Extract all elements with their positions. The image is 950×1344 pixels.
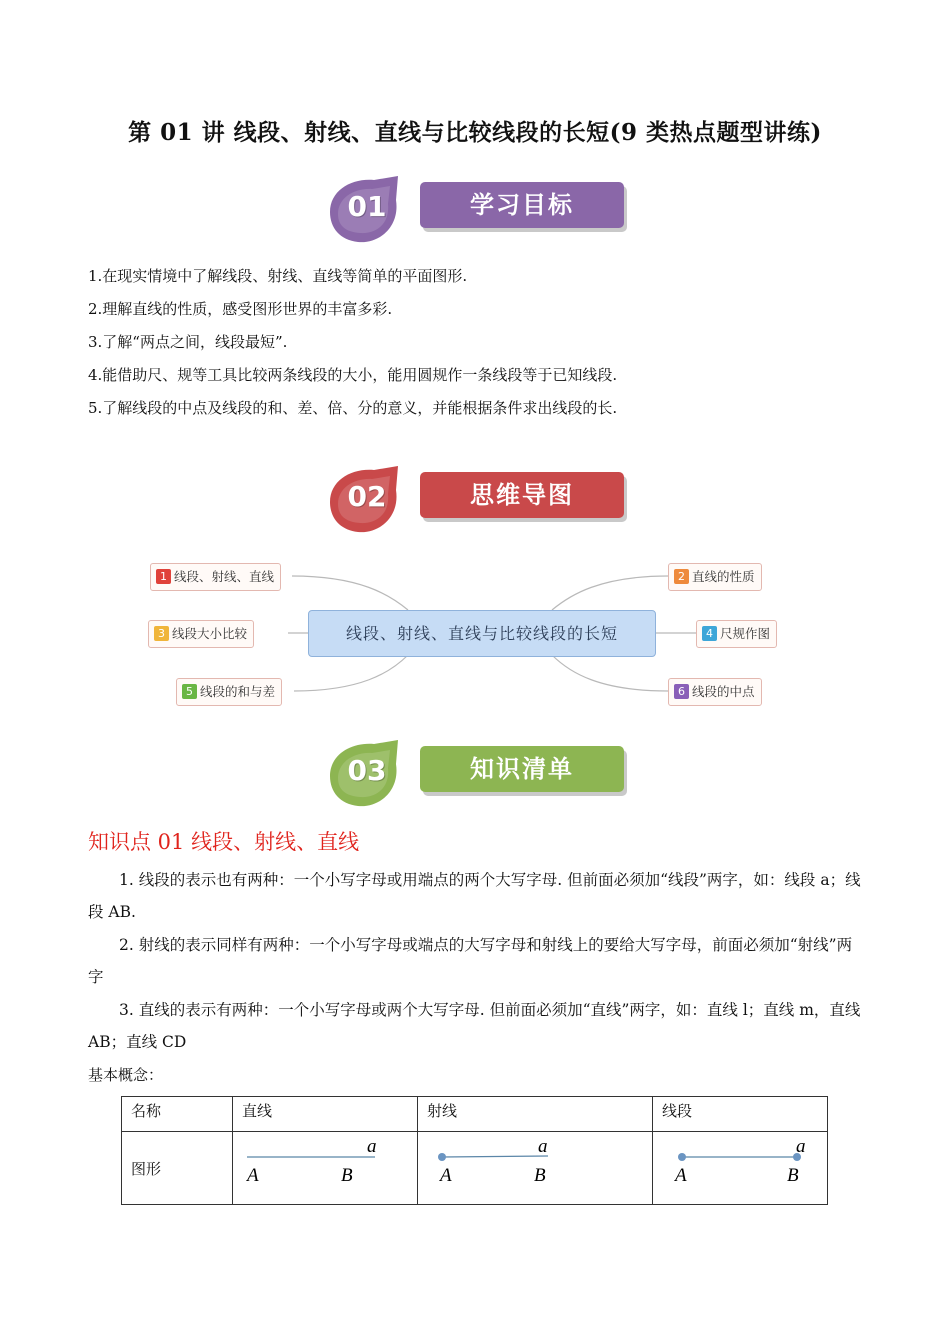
mindmap-center-topic: 线段、射线、直线与比较线段的长短 [308,610,656,657]
section-number: 03 [347,754,387,787]
section-banner-mindmap [322,462,632,542]
table-header-cell: 直线 [233,1097,418,1132]
table-header-cell: 线段 [653,1097,828,1132]
label-B: B [534,1165,546,1186]
mindmap-node-2 [668,563,762,591]
mindmap-node-1 [150,563,281,591]
endpoint-dot [678,1153,686,1161]
node-label: 直线的性质 [692,569,755,584]
section-banner-knowledge [322,736,632,816]
node-number-badge: 4 [702,626,717,641]
concept-table [121,1096,828,1205]
label-B: B [787,1165,799,1186]
mindmap-node-6 [668,678,762,706]
label-a: a [367,1136,377,1157]
table-header-cell: 名称 [122,1097,233,1132]
label-B: B [341,1165,353,1186]
page-title: 第 01 讲 线段、射线、直线与比较线段的长短(9 类热点题型讲练) [128,119,822,146]
node-number-badge: 3 [154,626,169,641]
section-banner-goals [322,172,632,252]
learning-goals [88,265,878,430]
label-A: A [247,1165,259,1186]
label-a: a [796,1136,806,1157]
goal-item: 5.了解线段的中点及线段的和、差、倍、分的意义，并能根据条件求出线段的长. [88,399,618,417]
table-header-cell: 射线 [418,1097,653,1132]
label-a: a [538,1136,548,1157]
section-label: 思维导图 [420,472,624,518]
endpoint-dot [438,1153,446,1161]
knowledge-paragraph-3: 3. 直线的表示有两种：一个小写字母或两个大写字母. 但前面必须加“直线”两字，如：直线 l；直线 m，直线 AB；直线 CD [88,1001,861,1051]
section-number: 01 [347,190,387,223]
mind-map [140,555,800,715]
section-number: 02 [347,480,387,513]
segment-figure-cell [653,1132,828,1205]
mindmap-node-3 [148,620,254,648]
goal-item: 3.了解“两点之间，线段最短”. [88,333,288,351]
knowledge-paragraph-2: 2. 射线的表示同样有两种：一个小写字母或端点的大写字母和射线上的要给大写字母，前面必须加“射线”两字 [88,936,853,986]
segment-figure [653,1132,829,1206]
node-label: 线段的中点 [692,684,755,699]
section-label: 学习目标 [420,182,624,228]
goal-item: 2.理解直线的性质，感受图形世界的丰富多彩. [88,300,393,318]
node-number-badge: 6 [674,684,689,699]
line-figure-cell [233,1132,418,1205]
node-label: 尺规作图 [720,626,771,641]
node-label: 线段、射线、直线 [174,569,275,584]
mindmap-node-4 [696,620,777,648]
label-A: A [440,1165,452,1186]
basic-concepts-label: 基本概念： [88,1066,164,1084]
node-number-badge: 1 [156,569,171,584]
table-row [122,1132,828,1205]
knowledge-point-title: 知识点 01 线段、射线、直线 [88,830,360,854]
section-label: 知识清单 [420,746,624,792]
line-figure [233,1132,417,1206]
ray-figure-cell [418,1132,653,1205]
mindmap-node-5 [176,678,282,706]
label-A: A [675,1165,687,1186]
node-label: 线段大小比较 [172,626,248,641]
table-row-label: 图形 [122,1132,233,1205]
node-number-badge: 5 [182,684,197,699]
table-header-row [122,1097,828,1132]
goal-item: 4.能借助尺、规等工具比较两条线段的大小，能用圆规作一条线段等于已知线段. [88,366,618,384]
node-number-badge: 2 [674,569,689,584]
node-label: 线段的和与差 [200,684,276,699]
goal-item: 1.在现实情境中了解线段、射线、直线等简单的平面图形. [88,267,468,285]
ray-figure [418,1132,652,1206]
knowledge-paragraph-1: 1. 线段的表示也有两种：一个小写字母或用端点的两个大写字母. 但前面必须加“线段”两字，如：线段 a；线段 AB. [88,871,861,921]
